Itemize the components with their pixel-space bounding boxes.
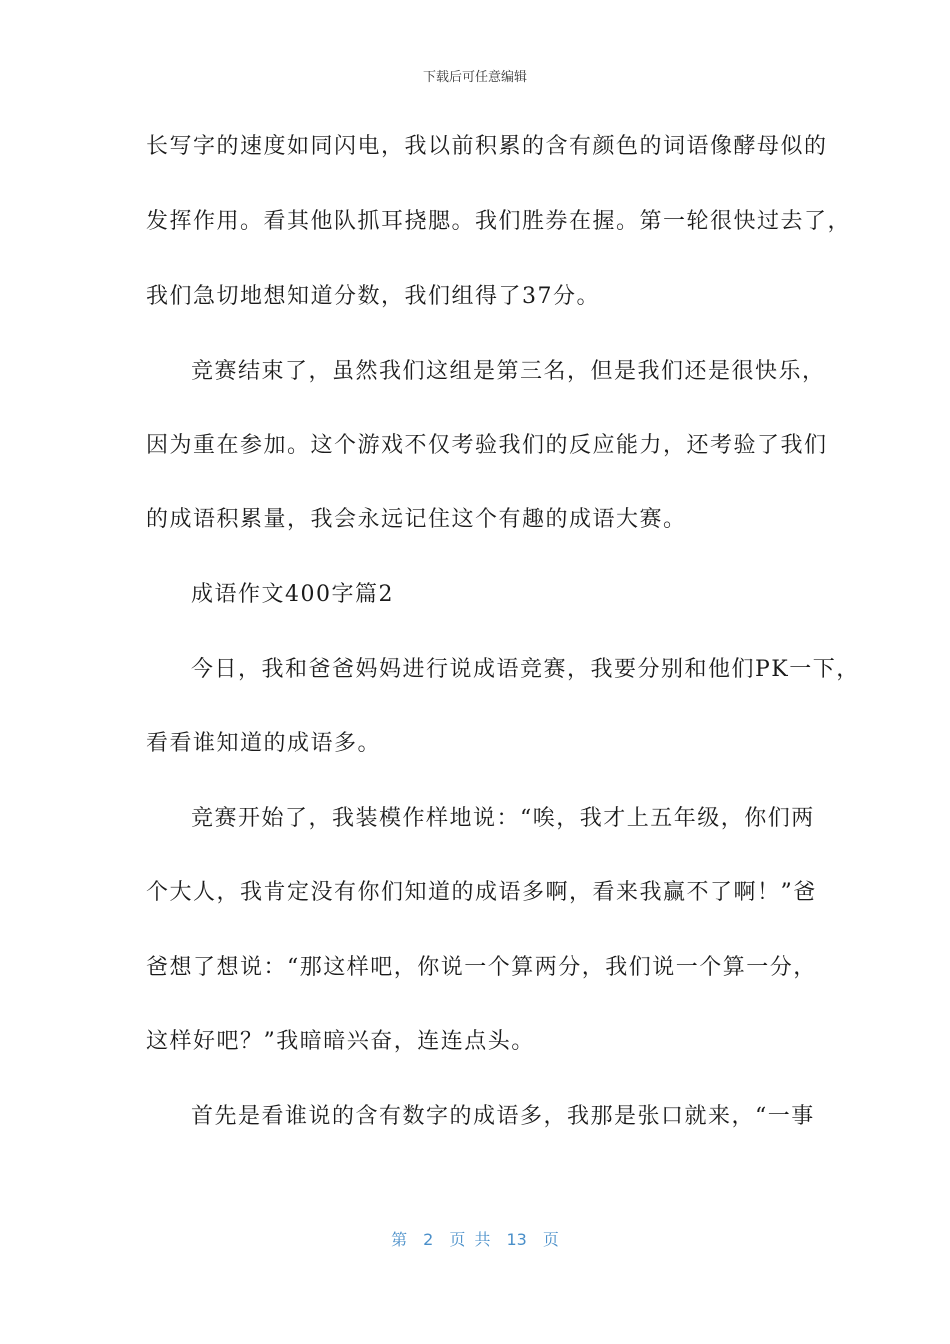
text-line: 看看谁知道的成语多。 bbox=[146, 731, 382, 756]
page-header: 下载后可任意编辑 bbox=[422, 70, 527, 85]
text-line: 爸想了想说：“那这样吧，你说一个算两分，我们说一个算一分， bbox=[146, 955, 817, 980]
text-line: 个大人，我肯定没有你们知道的成语多啊，看来我赢不了啊！”爸 bbox=[146, 880, 817, 905]
section-heading: 成语作文400字篇2 bbox=[191, 582, 394, 607]
text-line: 因为重在参加。这个游戏不仅考验我们的反应能力，还考验了我们 bbox=[146, 433, 828, 458]
page-footer bbox=[0, 1227, 950, 1250]
paragraph-start-line: 今日，我和爸爸妈妈进行说成语竞赛，我要分别和他们PK一下， bbox=[191, 657, 860, 682]
current-page-number: 2 bbox=[423, 1230, 434, 1249]
paragraph-start-line: 竞赛开始了，我装模作样地说：“唉，我才上五年级，你们两 bbox=[191, 806, 815, 831]
footer-suffix: 页 bbox=[542, 1230, 559, 1249]
paragraph-start-line: 首先是看谁说的含有数字的成语多，我那是张口就来，“一事 bbox=[191, 1104, 815, 1129]
footer-middle: 页 共 bbox=[449, 1230, 491, 1249]
paragraph-start-line: 竞赛结束了，虽然我们这组是第三名，但是我们还是很快乐， bbox=[191, 359, 826, 384]
text-line: 的成语积累量，我会永远记住这个有趣的成语大赛。 bbox=[146, 507, 687, 532]
text-line: 这样好吧？”我暗暗兴奋，连连点头。 bbox=[146, 1029, 535, 1054]
text-line: 长写字的速度如同闪电，我以前积累的含有颜色的词语像酵母似的 bbox=[146, 134, 828, 159]
footer-prefix: 第 bbox=[391, 1230, 408, 1249]
text-line: 我们急切地想知道分数，我们组得了37分。 bbox=[146, 284, 600, 309]
total-pages-number: 13 bbox=[506, 1230, 527, 1249]
text-line: 发挥作用。看其他队抓耳挠腮。我们胜券在握。第一轮很快过去了， bbox=[146, 209, 852, 234]
